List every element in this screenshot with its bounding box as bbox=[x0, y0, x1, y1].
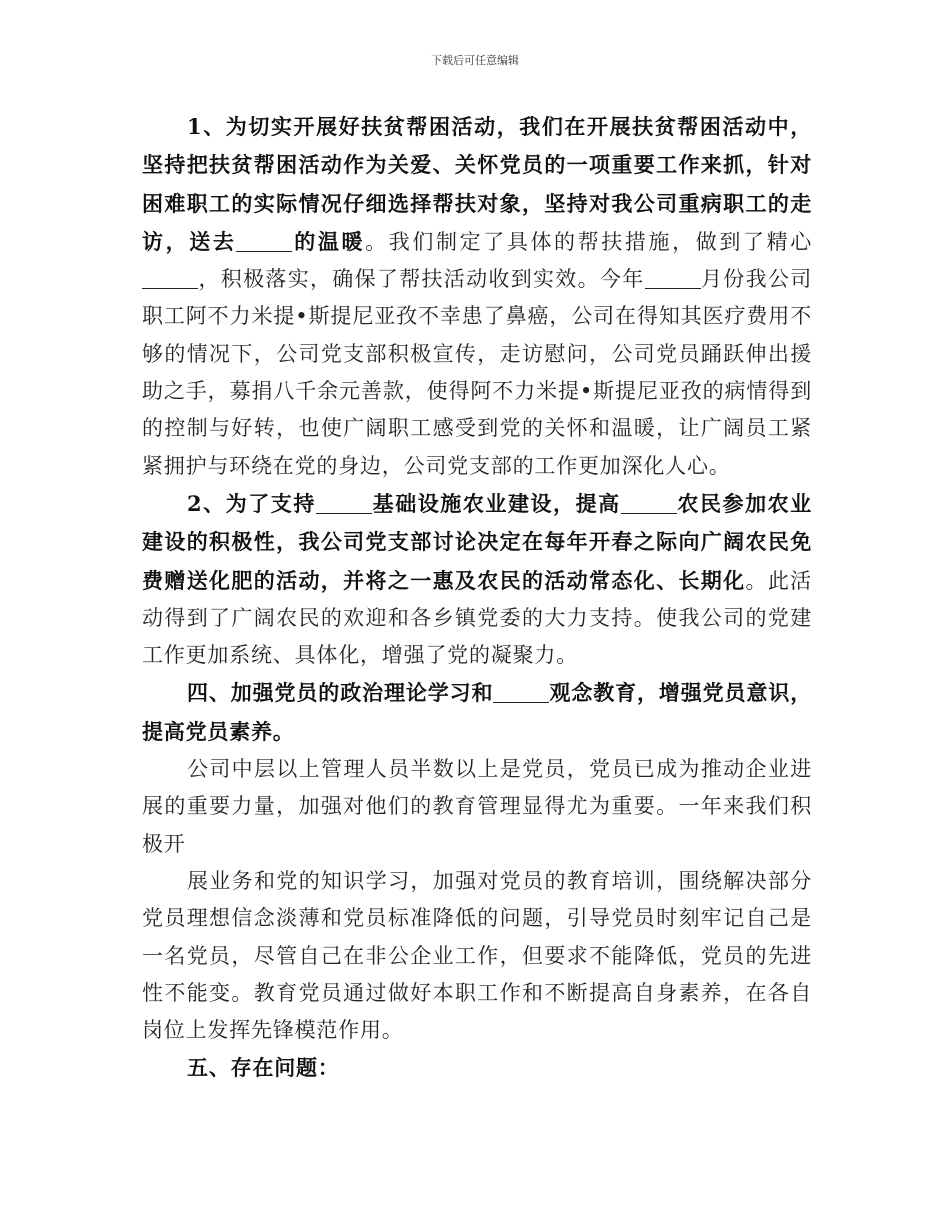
paragraph-text: 。此活动得到了广阔农民的欢迎和各乡镇党委的大力支持。使我公司的党建工作更加系统、具体化，增强了党的凝聚力。 bbox=[142, 568, 812, 668]
fill-in-blank bbox=[645, 267, 701, 289]
paragraph-agriculture-support bbox=[142, 485, 812, 674]
fill-in-blank bbox=[236, 230, 292, 252]
paragraph-bold-text: 2、为了支持 bbox=[187, 490, 316, 516]
heading-text: 观念教育，增强党员意识，提高党员素养。 bbox=[142, 680, 812, 744]
document-body bbox=[142, 108, 812, 1088]
fill-in-blank bbox=[493, 681, 549, 703]
paragraph-member-education bbox=[142, 751, 812, 863]
fill-in-blank bbox=[316, 492, 372, 514]
page-header-note: 下载后可任意编辑 bbox=[431, 54, 519, 67]
paragraph-training bbox=[142, 863, 812, 1049]
fill-in-blank bbox=[142, 267, 198, 289]
paragraph-text: 月份我公司职工阿不力米提•斯提尼亚孜不幸患了鼻癌，公司在得知其医疗费用不够的情况下，公司党支部积极宣传，走访慰问，公司党员踊跃伸出援助之手，募捐八千余元善款，使得阿不力米提•斯提尼亚孜的病情得到的控制与好转，也使广阔职工感受到党的关怀和温暖，让广阔员工紧紧拥护与环绕在党的身边，公司党支部的工作更加深化人心。 bbox=[142, 267, 812, 478]
section-heading-five bbox=[142, 1049, 812, 1087]
paragraph-text: 。我们制定了具体的帮扶措施，做到了精心 bbox=[365, 229, 813, 254]
paragraph-bold-text: 农民参加农业建设的积极性，我公司党支部讨论决定在每年开春之际向广阔农民免费赠送化肥的活动，并将之一惠及农民的活动常态化、长期化 bbox=[142, 490, 812, 593]
paragraph-poverty-relief bbox=[142, 108, 812, 485]
paragraph-text: ，积极落实，确保了帮扶活动收到实效。今年 bbox=[198, 267, 645, 292]
heading-text: 五、存在问题： bbox=[187, 1055, 340, 1081]
paragraph-text: 展业务和党的知识学习，加强对党员的教育培训，围绕解决部分党员理想信念淡薄和党员标准降低的问题，引导党员时刻牢记自己是一名党员，尽管自己在非公企业工作，但要求不能降低，党员的先进性不能变。教育党员通过做好本职工作和不断提高自身素养，在各自岗位上发挥先锋模范作用。 bbox=[142, 868, 812, 1043]
section-heading-four bbox=[142, 674, 812, 751]
paragraph-bold-text: 基础设施农业建设，提高 bbox=[371, 490, 621, 516]
paragraph-bold-text: 的温暖 bbox=[292, 228, 366, 254]
paragraph-text: 公司中层以上管理人员半数以上是党员，党员已成为推动企业进展的重要力量，加强对他们的教育管理显得尤为重要。一年来我们积极开 bbox=[142, 757, 812, 856]
fill-in-blank bbox=[621, 492, 677, 514]
heading-text: 四、加强党员的政治理论学习和 bbox=[187, 680, 494, 706]
paragraph-bold-text: 1、为切实开展好扶贫帮困活动，我们在开展扶贫帮困活动中，坚持把扶贫帮困活动作为关爱、关怀党员的一项重要工作来抓，针对困难职工的实际情况仔细选择帮扶对象，坚持对我公司重病职工的走访，送去 bbox=[142, 114, 812, 254]
